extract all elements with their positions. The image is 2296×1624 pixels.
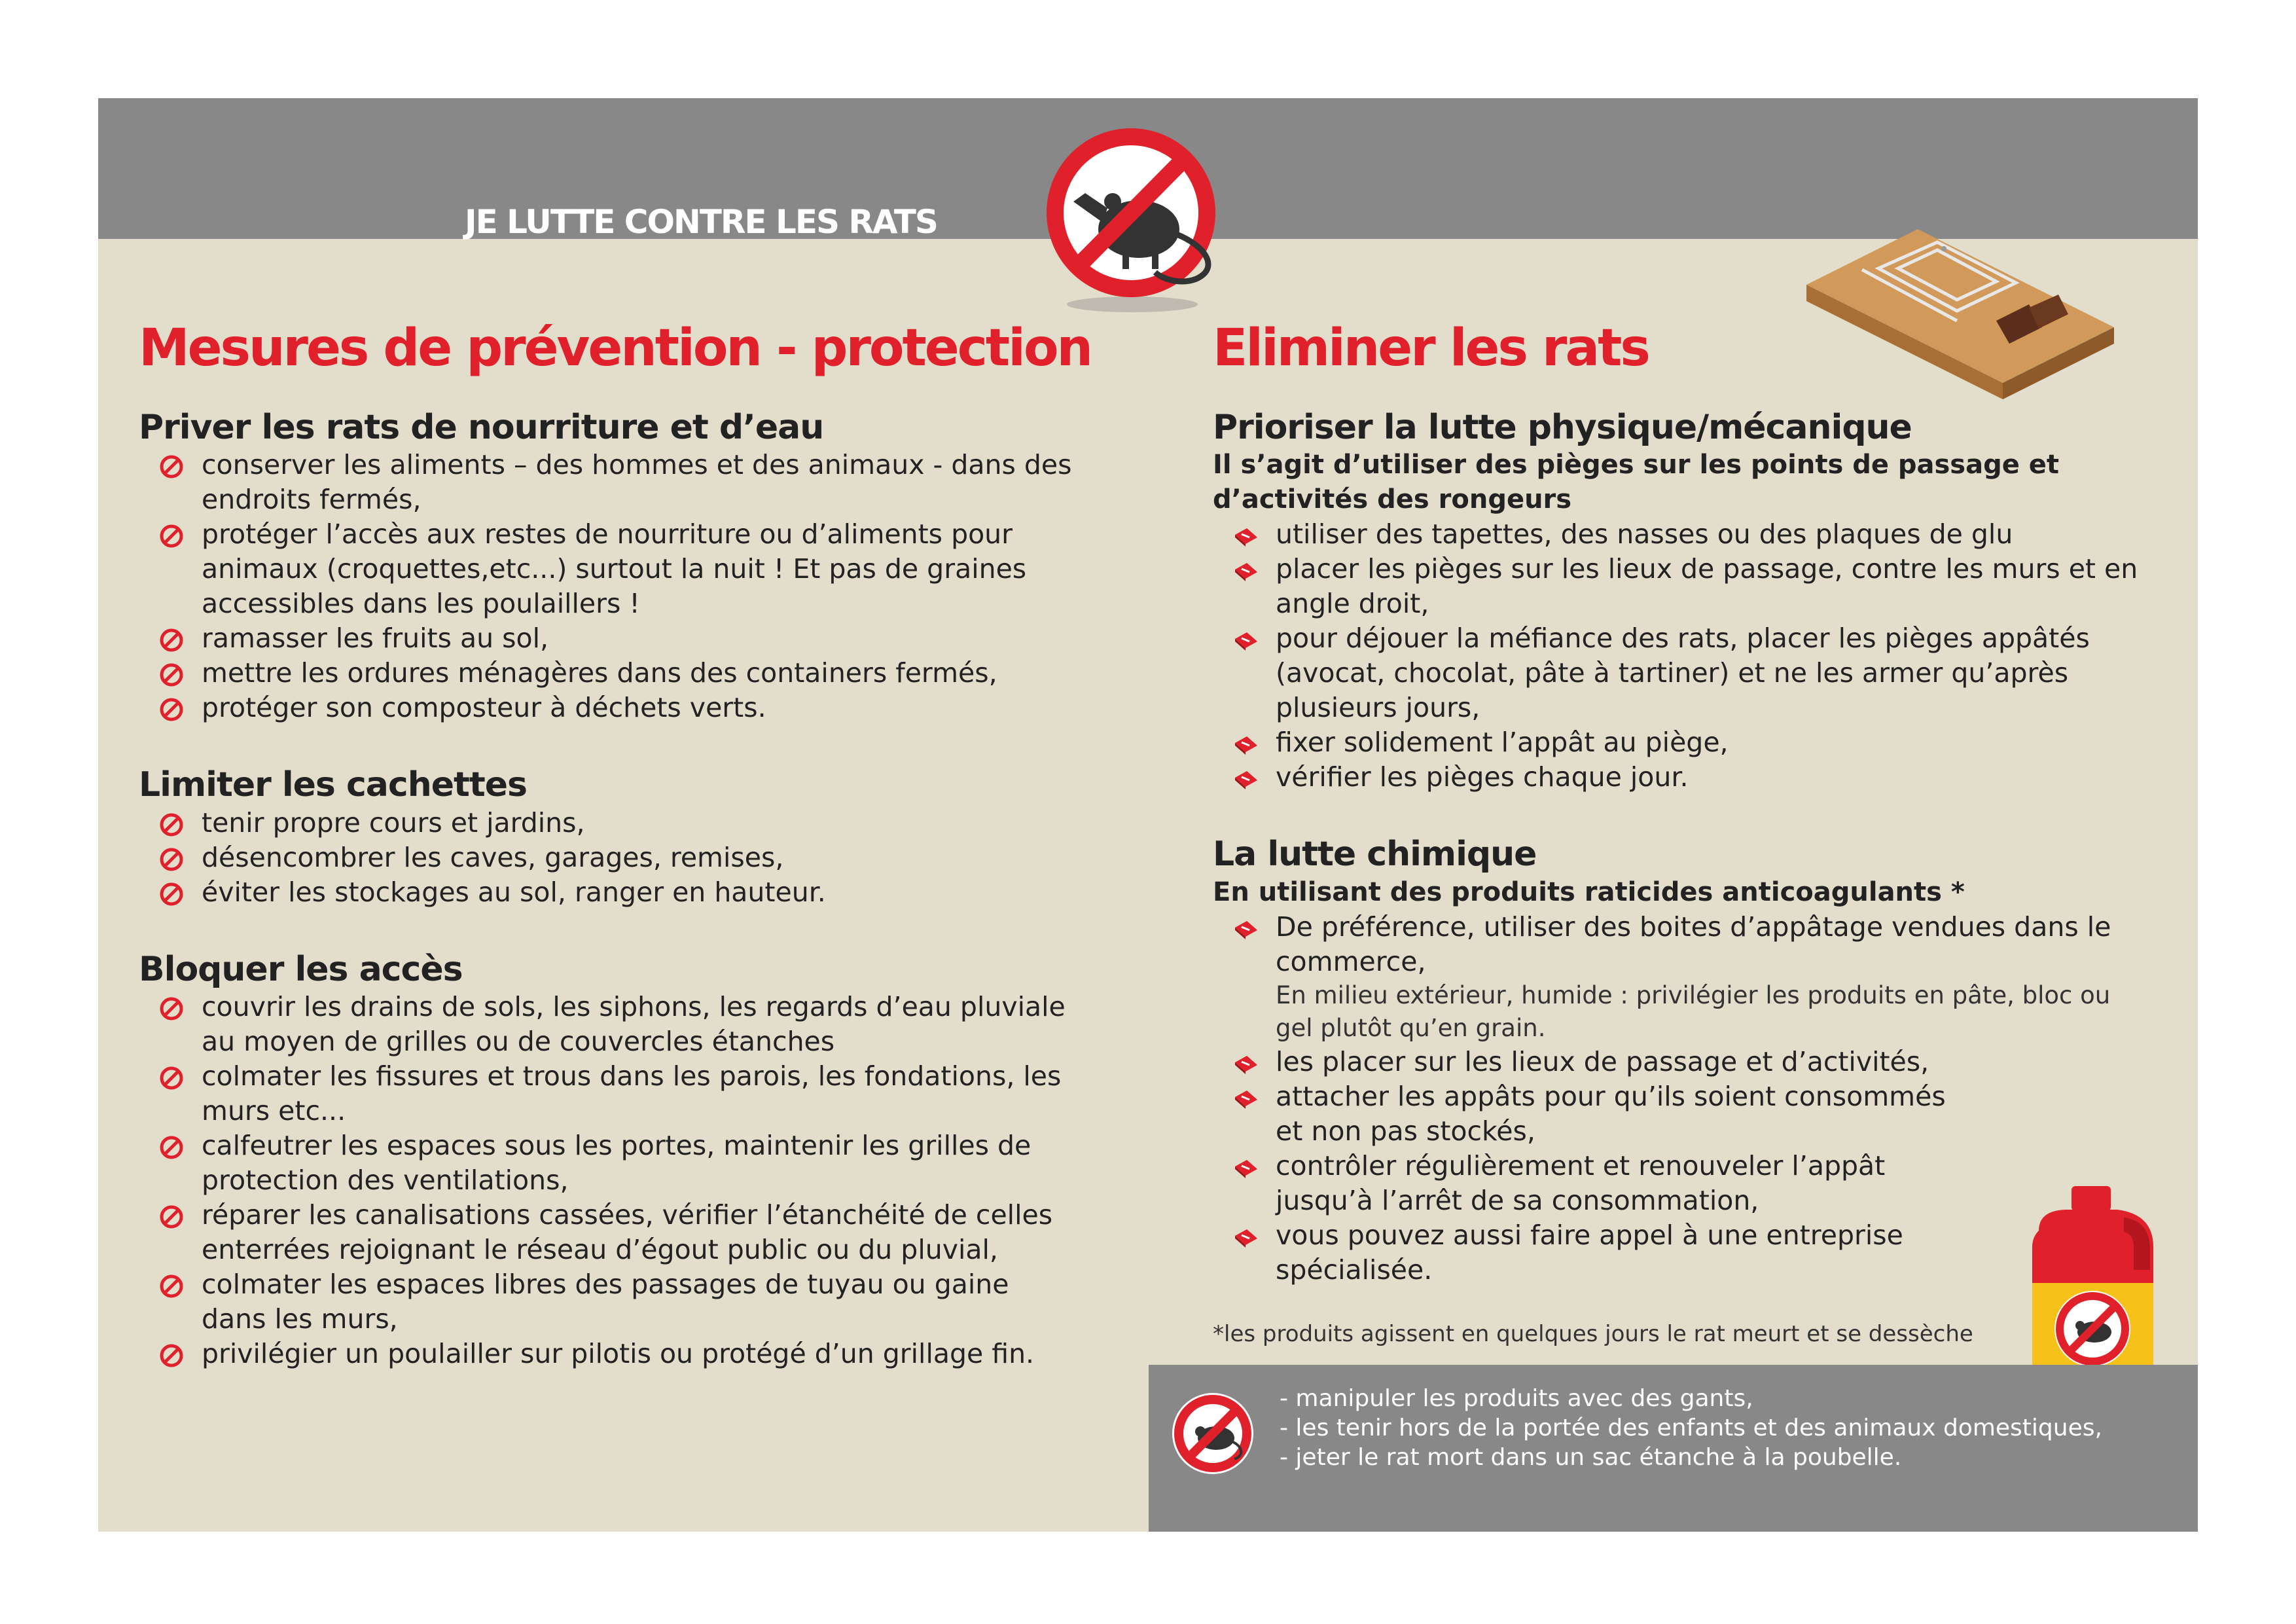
- no-entry-icon: [158, 1134, 185, 1161]
- list-item: [1213, 1218, 1959, 1288]
- list-item: [1213, 760, 2149, 795]
- no-entry-icon: [158, 1273, 185, 1299]
- list-item-text: réparer les canalisations cassées, vérifier l’étanchéité de celles enterrées rejoignant le réseau d’égout public ou du pluvial,: [202, 1199, 1053, 1265]
- section-title: Bloquer les accès: [139, 949, 463, 989]
- physical-section: [1213, 407, 2149, 795]
- section-subtitle: En utilisant des produits raticides anticoagulants *: [1213, 876, 1965, 907]
- rat-trap-icon: [1232, 1051, 1259, 1077]
- list-item-text: éviter les stockages au sol, ranger en hauteur.: [202, 876, 826, 908]
- list-item-text: colmater les fissures et trous dans les parois, les fondations, les murs etc...: [202, 1060, 1062, 1127]
- rat-trap-icon: [1232, 916, 1259, 942]
- no-rats-warning-icon: [1170, 1391, 1255, 1476]
- list-item: [139, 621, 1075, 656]
- list-item-text: attacher les appâts pour qu’ils soient consommés et non pas stockés,: [1276, 1080, 1946, 1147]
- no-entry-icon: [158, 454, 185, 480]
- list-item-text: fixer solidement l’appât au piège,: [1276, 727, 1729, 759]
- rat-trap-icon: [1232, 523, 1259, 549]
- section-subtitle: Il s’agit d’utiliser des pièges sur les points de passage et d’activités des rongeurs: [1213, 450, 2060, 515]
- list-item-text: protéger son composteur à déchets verts.: [202, 692, 766, 724]
- section-title: Prioriser la lutte physique/mécanique: [1213, 407, 1912, 447]
- no-entry-icon: [158, 1065, 185, 1091]
- list-item-text: De préférence, utiliser des boites d’appâtage vendues dans le commerce,: [1276, 911, 2111, 977]
- rat-trap-icon: [1232, 627, 1259, 653]
- rat-trap-icon: [1232, 766, 1259, 792]
- list-item: [139, 806, 1075, 840]
- list-item-text: mettre les ordures ménagères dans des containers fermés,: [202, 657, 997, 689]
- list-item-text: les placer sur les lieux de passage et d’activités,: [1276, 1045, 1929, 1077]
- no-entry-icon: [158, 846, 185, 873]
- chemical-note: En milieu extérieur, humide : privilégier les produits en pâte, bloc ou gel plutôt qu’en grain.: [1276, 981, 2111, 1042]
- list-item-text: placer les pièges sur les lieux de passage, contre les murs et en angle droit,: [1276, 553, 2138, 620]
- section-title: Limiter les cachettes: [139, 765, 527, 805]
- hiding-places-section: [139, 765, 1075, 909]
- warning-line: - les tenir hors de la portée des enfants et des animaux domestiques,: [1280, 1415, 2102, 1441]
- list-item: [139, 517, 1075, 621]
- list-item-text: privilégier un poulailler sur pilotis ou protégé d’un grillage fin.: [202, 1337, 1035, 1369]
- no-entry-icon: [158, 812, 185, 838]
- no-entry-icon: [158, 1204, 185, 1230]
- warning-line: - jeter le rat mort dans un sac étanche à la poubelle.: [1280, 1444, 1902, 1471]
- list-item: [1213, 552, 2149, 621]
- list-item-text: conserver les aliments – des hommes et des animaux - dans des endroits fermés,: [202, 449, 1072, 516]
- list-item: [1213, 1045, 1959, 1079]
- list-item: [1213, 1079, 1959, 1149]
- list-item-text: contrôler régulièrement et renouveler l’appât jusqu’à l’arrêt de sa consommation,: [1276, 1149, 1886, 1216]
- prevention-heading: Mesures de prévention - protection: [139, 319, 1092, 378]
- no-entry-icon: [158, 696, 185, 723]
- chemical-section: [1213, 834, 2149, 1287]
- rat-trap-icon: [1232, 1224, 1259, 1250]
- list-item: [139, 691, 1075, 725]
- rat-trap-icon: [1232, 1155, 1259, 1181]
- list-item-text: utiliser des tapettes, des nasses ou des plaques de glu: [1276, 518, 2013, 550]
- rat-trap-icon: [1232, 731, 1259, 757]
- list-item: [139, 875, 1075, 910]
- no-entry-icon: [158, 627, 185, 653]
- list-item: [139, 1059, 1075, 1128]
- list-item-text: vérifier les pièges chaque jour.: [1276, 761, 1689, 793]
- warning-line: - manipuler les produits avec des gants,: [1280, 1385, 1753, 1412]
- no-rats-logo-icon: [1034, 124, 1230, 314]
- footnote: *les produits agissent en quelques jours le rat meurt et se dessèche: [1213, 1321, 1973, 1347]
- no-entry-icon: [158, 881, 185, 907]
- elimination-column: [1213, 321, 2149, 1327]
- elimination-heading: Eliminer les rats: [1213, 319, 1649, 378]
- list-item: [1213, 621, 2149, 725]
- list-item: [1213, 517, 2149, 552]
- list-item: [139, 1267, 1075, 1337]
- rat-trap-icon: [1232, 1085, 1259, 1111]
- list-item-text: pour déjouer la méfiance des rats, placer les pièges appâtés (avocat, chocolat, pâte à tartiner) et ne les armer qu’après plusieurs jours,: [1276, 623, 2090, 724]
- rat-trap-icon: [1232, 558, 1259, 584]
- list-item: [139, 448, 1075, 517]
- list-item: [1213, 910, 2149, 979]
- list-item-text: colmater les espaces libres des passages de tuyau ou gaine dans les murs,: [202, 1268, 1009, 1335]
- section-title: La lutte chimique: [1213, 835, 1537, 875]
- no-entry-icon: [158, 1343, 185, 1369]
- list-item: [1213, 1149, 1959, 1218]
- no-entry-icon: [158, 523, 185, 549]
- list-item: [139, 990, 1075, 1059]
- list-item-text: tenir propre cours et jardins,: [202, 806, 585, 839]
- list-item-text: calfeutrer les espaces sous les portes, maintenir les grilles de protection des ventilations,: [202, 1129, 1031, 1196]
- list-item-text: ramasser les fruits au sol,: [202, 623, 549, 655]
- food-water-section: [139, 407, 1075, 725]
- safety-warnings: [1280, 1384, 2102, 1472]
- no-entry-icon: [158, 662, 185, 688]
- list-item: [139, 840, 1075, 875]
- list-item: [139, 1128, 1075, 1198]
- list-item: [139, 1337, 1075, 1371]
- list-item: [139, 656, 1075, 691]
- list-item-text: désencombrer les caves, garages, remises,: [202, 841, 784, 873]
- prevention-column: [139, 319, 1092, 1411]
- section-title: Priver les rats de nourriture et d’eau: [139, 407, 824, 447]
- banner-title: JE LUTTE CONTRE LES RATS: [465, 203, 937, 241]
- list-item: [139, 1198, 1075, 1267]
- list-item-text: protéger l’accès aux restes de nourriture ou d’aliments pour animaux (croquettes,etc...) surtout la nuit ! Et pas de graines accessibles dans les poulaillers !: [202, 518, 1027, 620]
- list-item-text: vous pouvez aussi faire appel à une entreprise spécialisée.: [1276, 1219, 1903, 1286]
- access-section: [139, 949, 1075, 1371]
- list-item: [1213, 725, 2149, 760]
- list-item-text: couvrir les drains de sols, les siphons, les regards d’eau pluviale au moyen de grilles ou de couvercles étanches: [202, 990, 1066, 1057]
- no-entry-icon: [158, 996, 185, 1022]
